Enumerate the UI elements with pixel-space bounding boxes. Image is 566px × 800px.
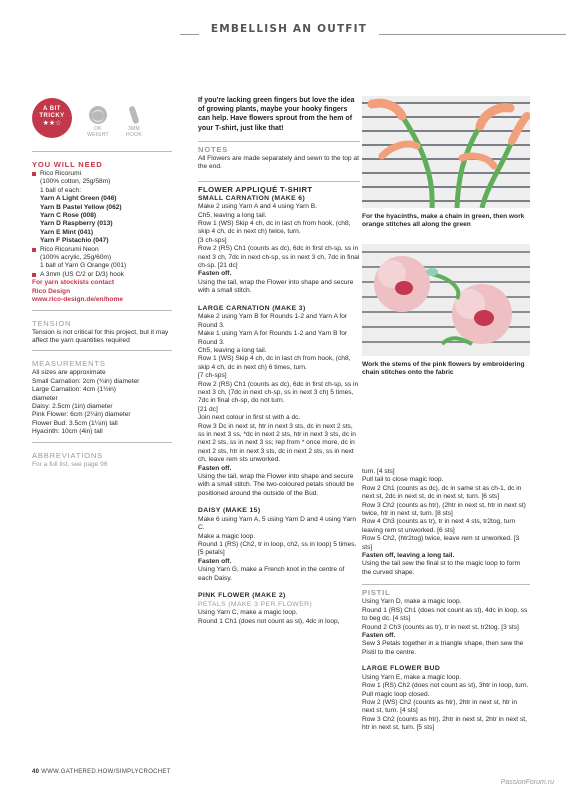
abbreviations-heading: ABBREVIATIONS xyxy=(32,450,104,460)
stockist-name: Rico Design xyxy=(32,287,71,295)
hyacinth-photo xyxy=(362,96,530,208)
pattern-line: Using the tail sew the final st to the magic loop to form the curved shape. xyxy=(362,560,520,576)
pattern-line: Fasten off. xyxy=(198,270,232,278)
difficulty-badge xyxy=(32,98,72,138)
measurement-line: Small Carnation: 2cm (¾in) diameter xyxy=(32,377,140,385)
pattern-line: Row 1 (WS) Skip 4 ch, dc in last ch from hook, (ch8, skip 4 ch, dc in next ch) twice, turn. xyxy=(198,220,351,236)
photo1-caption: For the hyacinths, make a chain in green, then work orange stitches all along the green xyxy=(362,213,525,229)
section-divider xyxy=(32,151,172,152)
list-item: Yarn C Rose (008) xyxy=(40,212,97,220)
page-header xyxy=(0,0,566,46)
list-item: Yarn E Mint (041) xyxy=(40,228,94,236)
hyacinth-illustration xyxy=(362,96,530,208)
pattern-line: Make a magic loop. xyxy=(198,532,256,540)
photo2-caption: Work the stems of the pink flowers by embroidering chain stitches onto the fabric xyxy=(362,361,525,377)
difficulty-line-1: A BIT xyxy=(43,106,61,112)
tension-text: Tension is not critical for this project, but it may affect the yarn quantities required xyxy=(32,328,169,344)
notes-heading: NOTES xyxy=(198,141,360,155)
yarn-caption-1: DK xyxy=(94,126,102,132)
middle-column xyxy=(198,96,360,626)
list-item: A 3mm (US C/2 or D/3) hook xyxy=(32,271,172,279)
hook-caption-1: 3MM xyxy=(127,126,140,132)
right-column xyxy=(362,468,530,733)
abbreviations-text: For a full list, see page 96 xyxy=(32,460,108,468)
yarn-weight-badge xyxy=(84,106,112,138)
pattern-line: Row 2 (RS) Ch1 (counts as dc), 6dc in first ch-sp, ss in next 3 ch, 7dc in next ch-sp, ss in next 3 ch, 7dc in final ch-sp. [21 dc] xyxy=(198,245,360,270)
pattern-line: Round 1 (RS) (Ch2, tr in loop, ch2, ss in loop) 5 times. [5 petals] xyxy=(198,541,357,557)
pattern-line: Row 5 Ch2, (htr2tog) twice, leave rem st unworked. [3 sts] xyxy=(362,535,520,551)
pattern-line: Row 3 Ch2 (counts as htr), (2htr in next st, htr in next st) twice, htr in next st, turn. [8 sts] xyxy=(362,501,526,518)
pattern-line: Sew 3 Petals together in a triangle shape, then sew the Pistil to the centre. xyxy=(362,640,524,656)
pattern-line: Row 2 (WS) Ch2 (counts as htr), 2htr in next st, htr in next st, turn. [4 sts] xyxy=(362,698,518,715)
pink-flower-heading: PINK FLOWER (MAKE 2) xyxy=(198,592,286,600)
pattern-line: [3 ch-sps] xyxy=(198,236,227,244)
pattern-line: Fasten off. xyxy=(198,557,232,565)
pattern-line: Make 6 using Yarn A, 5 using Yarn D and 4 using Yarn C. xyxy=(198,515,356,532)
list-item: Rico Ricorumi Neon xyxy=(32,246,172,254)
pattern-title: FLOWER APPLIQUÉ T-SHIRT xyxy=(198,181,360,195)
pattern-line: Row 1 (RS) Ch2 (does not count as st), 3htr in loop, turn. xyxy=(362,682,529,690)
pink-flower-photo xyxy=(362,244,530,356)
measurement-line: All sizes are approximate xyxy=(32,369,106,377)
pattern-line: Row 2 Ch1 (counts as dc), dc in same st as ch-1, dc in next st, 2dc in next st, dc in next st, turn. [6 sts] xyxy=(362,484,522,501)
petals-subheading: PETALS (MAKE 3 PER FLOWER) xyxy=(198,600,313,608)
small-carnation-heading: SMALL CARNATION (MAKE 6) xyxy=(198,194,306,202)
pattern-line: Row 4 Ch3 (counts as tr), tr in next 4 sts, tr2tog, turn leaving rem st unworked. [6 sts] xyxy=(362,518,516,534)
hook-size-badge xyxy=(120,106,148,138)
pattern-line: Using Yarn C, make a magic loop. xyxy=(198,609,298,617)
list-item: Yarn F Pistachio (047) xyxy=(40,237,109,245)
watermark: PassionForum.ru xyxy=(500,779,554,786)
pattern-line: Row 1 (WS) Skip 4 ch, dc in last ch from hook, (ch8, skip 4 ch, dc in next ch) 6 times, turn. xyxy=(198,355,351,371)
list-item: 1 ball of each: xyxy=(40,186,82,194)
pattern-line: Row 2 (RS) Ch1 (counts as dc), 6dc in first ch-sp, ss in next 3 ch, (7dc in next ch-sp, ss in next 3 ch) 5 times, 7dc in final ch-sp, do not turn. xyxy=(198,380,359,405)
difficulty-line-2: TRICKY xyxy=(39,113,65,119)
pattern-line: Ch5, leaving a long tail. xyxy=(198,211,267,219)
yarn-ball-icon xyxy=(89,106,107,124)
pattern-line: [21 dc] xyxy=(198,405,218,413)
pattern-line: Using Yarn E, make a magic loop. xyxy=(362,673,462,681)
measurement-line: Hyacinth: 10cm (4in) tall xyxy=(32,428,103,436)
list-item: (100% cotton, 25g/58m) xyxy=(40,178,111,186)
pattern-line: Using Yarn D, make a magic loop. xyxy=(362,598,462,606)
pattern-line: Make 2 using Yarn B for Rounds 1-2 and Yarn A for Round 3. xyxy=(198,313,348,329)
measurement-line: Daisy: 2.5cm (1in) diameter xyxy=(32,402,113,410)
you-will-need-heading: YOU WILL NEED xyxy=(32,160,103,169)
pattern-line: Using Yarn G, make a French knot in the centre of each Daisy. xyxy=(198,566,345,582)
measurements-heading: MEASUREMENTS xyxy=(32,359,106,369)
list-item: 1 ball of Yarn G Orange (001) xyxy=(40,262,127,270)
pattern-line: Using the tail, wrap the Flower into shape and secure with a small stitch. xyxy=(198,278,354,295)
tension-heading: TENSION xyxy=(32,318,72,328)
crochet-hook-icon xyxy=(128,106,139,125)
footer-url-link[interactable]: WWW.GATHERED.HOW/SIMPLYCROCHET xyxy=(41,769,171,775)
pattern-line: Ch5, leaving a long tail. xyxy=(198,346,267,354)
pattern-line: Make 1 using Yarn A for Rounds 1-2 and Yarn B for Round 3. xyxy=(198,330,348,346)
daisy-heading: DAISY (MAKE 15) xyxy=(198,507,261,515)
list-item: Rico Ricorumi xyxy=(32,170,172,178)
intro-text: If you're lacking green fingers but love the idea of growing plants, maybe your hooky fingers can help. Have flowers sprout from the hem of your T-shirt, just like that! xyxy=(198,97,355,132)
list-item: Yarn D Raspberry (013) xyxy=(40,220,113,228)
measurement-line: Large Carnation: 4cm (1½in) xyxy=(32,386,116,394)
pattern-line: Join next colour in first st with a dc. xyxy=(198,414,301,422)
pattern-line: turn. [4 sts] xyxy=(362,468,395,475)
pattern-line: Round 1 Ch1 (does not count as st), 4dc in loop, xyxy=(198,617,340,625)
stockist-line: For yarn stockists contact xyxy=(32,279,115,287)
page-number: 40 xyxy=(32,769,40,775)
project-badges xyxy=(32,88,172,146)
notes-text: All Flowers are made separately and sewn to the top at the end. xyxy=(198,154,359,171)
measurement-line: Flower Bud: 3.5cm (1¼in) tall xyxy=(32,419,118,427)
list-item: Yarn A Light Green (046) xyxy=(40,195,117,203)
stockist-url-link[interactable]: www.rico-design.de/en/home xyxy=(32,296,123,304)
pattern-line: Row 3 Dc in next st, htr in next 3 sts, dc in next 2 sts, ss in next 3 ss, *dc in next 2 sts, htr in next 3 sts, dc in next 2 sts, ss in next 3 ss; rep from * once more, dc in next 2 sts, htr in next 3 sts, dc in next 2 sts, ss in next ch, leave rem sts unworked. xyxy=(198,422,356,464)
pattern-line: Round 1 (RS) Ch1 (does not count as st), 4dc in loop, ss to beg dc. [4 sts] xyxy=(362,606,528,623)
hook-caption-2: HOOK xyxy=(126,131,142,138)
page-footer xyxy=(32,768,171,776)
section-divider xyxy=(32,442,172,443)
pattern-line: [7 ch-sps] xyxy=(198,372,227,380)
section-title: EMBELLISH AN OUTFIT xyxy=(199,18,379,38)
pattern-line: Round 2 Ch3 (counts as tr), tr in next st, tr2tog. [3 sts] xyxy=(362,623,519,631)
difficulty-stars-icon: ★★☆ xyxy=(42,120,62,127)
measurement-line: Pink Flower: 6cm (2¼in) diameter xyxy=(32,411,131,419)
pattern-line: Pull magic loop closed. xyxy=(362,690,430,698)
pattern-line: Row 3 Ch2 (counts as htr), 2htr in next st, 2htr in next st, htr in next st, turn. [5 sts] xyxy=(362,715,527,732)
left-column xyxy=(32,88,172,469)
pistil-heading: PISTIL xyxy=(362,584,530,598)
section-divider xyxy=(32,310,172,311)
large-flower-bud-heading: LARGE FLOWER BUD xyxy=(362,665,441,673)
pattern-line: Fasten off. xyxy=(198,464,232,472)
pattern-line: Make 2 using Yarn A and 4 using Yarn B. xyxy=(198,203,318,211)
pattern-line: Using the tail, wrap the Flower into shape and secure with a small stitch. The two-coloured petals should be positioned around the outside of the Bud. xyxy=(198,473,355,497)
section-divider xyxy=(32,350,172,351)
pattern-line: Fasten off, leaving a long tail. xyxy=(362,552,455,560)
list-item: (100% acrylic, 25g/60m) xyxy=(40,254,112,262)
pink-flower-illustration xyxy=(362,244,530,356)
pattern-line: Pull tail to close magic loop. xyxy=(362,476,444,484)
measurement-line: diameter xyxy=(32,394,58,402)
large-carnation-heading: LARGE CARNATION (MAKE 3) xyxy=(198,304,306,312)
pattern-line: Fasten off. xyxy=(362,631,396,639)
list-item: Yarn B Pastel Yellow (062) xyxy=(40,203,122,211)
yarn-caption-2: WEIGHT xyxy=(87,131,109,138)
